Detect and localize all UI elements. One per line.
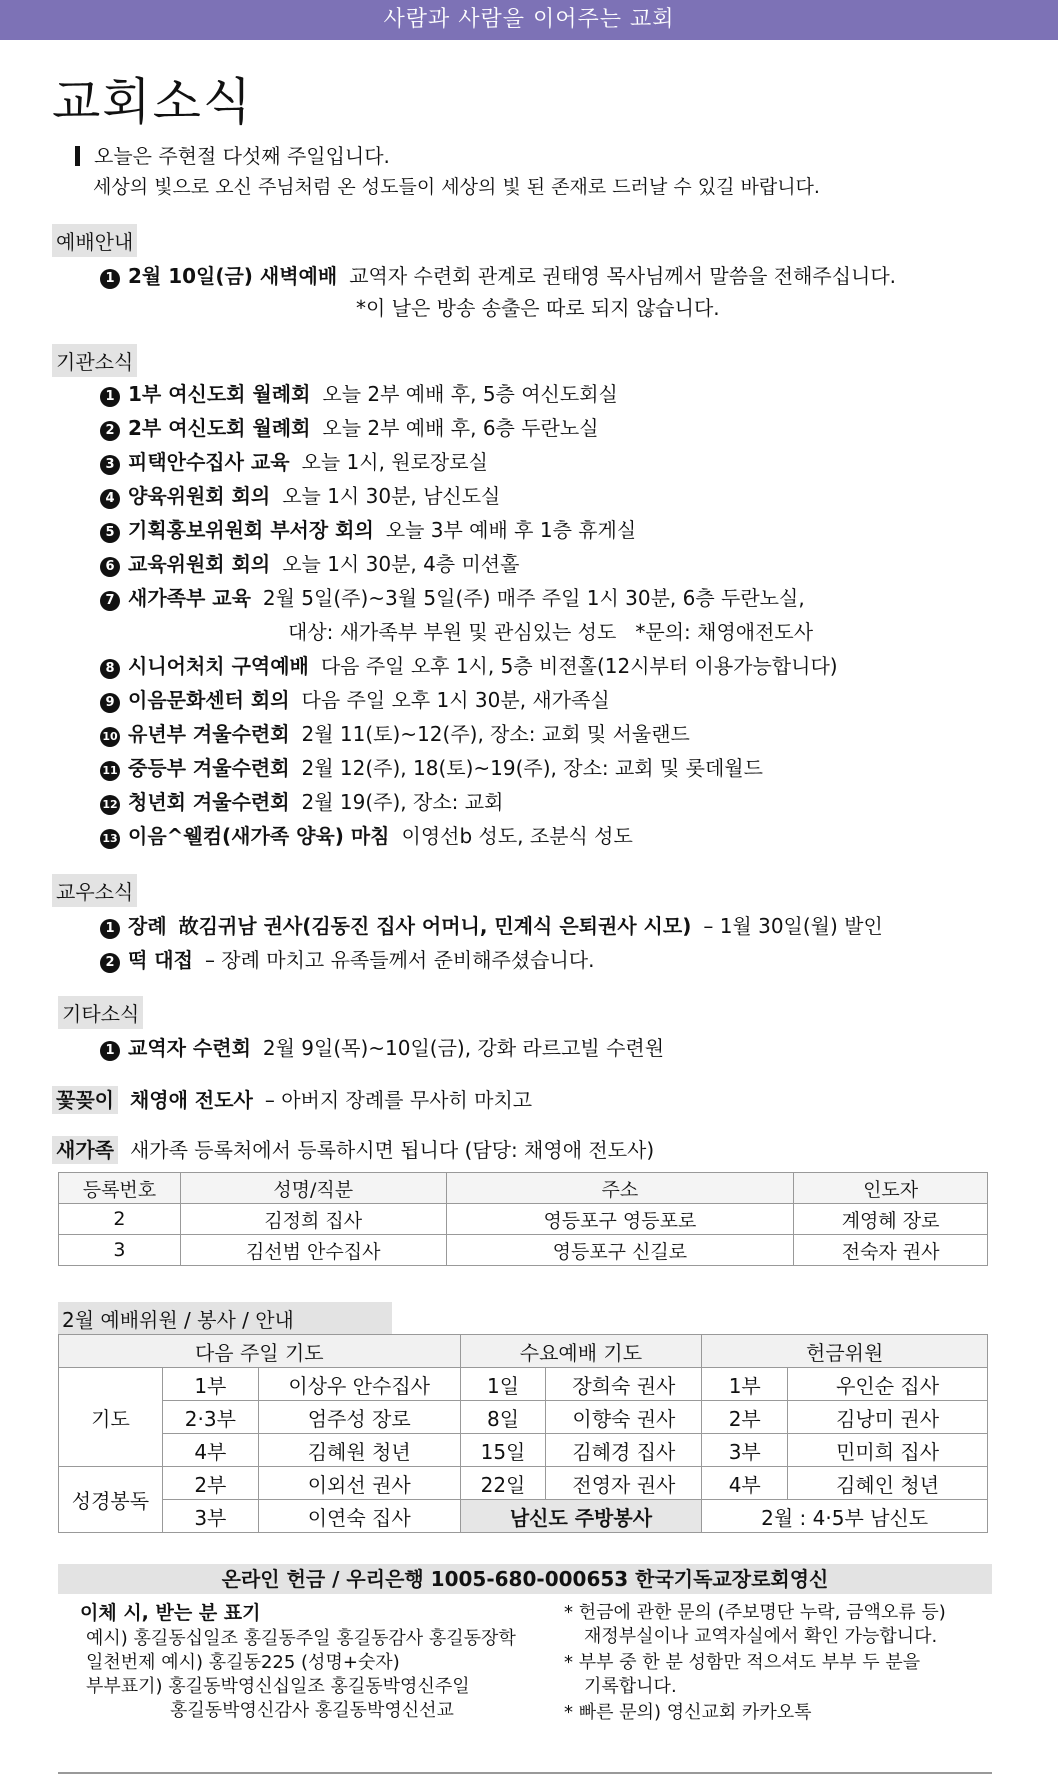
item-desc: – 장례 마치고 유족들께서 준비해주셨습니다.: [204, 948, 595, 972]
etc-item: [100, 1032, 664, 1061]
item-number: 1: [100, 919, 120, 939]
org-item: [100, 684, 610, 713]
item-desc: 오늘 1시 30분, 4층 미션홀: [282, 552, 520, 576]
members-item: [100, 910, 883, 939]
table-row: [59, 1401, 988, 1434]
cell: 이향숙 권사: [546, 1401, 702, 1434]
item-title: 2부 여신도회 월례회: [128, 416, 311, 440]
org-item: [100, 718, 690, 747]
section-heading-worship: 예배안내: [52, 224, 137, 257]
intro-line-2: 세상의 빛으로 오신 주님처럼 온 성도들이 세상의 빛 된 존재로 드러날 수 있길 바랍니다.: [93, 176, 820, 198]
service-table: [58, 1334, 988, 1533]
offering-note: * 빠른 문의) 영신교회 카카오톡: [564, 1702, 812, 1723]
item-desc: 2월 12(주), 18(토)~19(주), 장소: 교회 및 롯데월드: [301, 756, 763, 780]
item-number: 5: [100, 523, 120, 543]
item-title: 청년회 겨울수련회: [128, 790, 290, 814]
item-desc: 교역자 수련회 관계로 권태영 목사님께서 말씀을 전해주십니다.: [349, 264, 897, 288]
col-reg-no: 등록번호: [59, 1173, 181, 1204]
bottom-divider: [58, 1772, 992, 1774]
item-title: 기획홍보위원회 부서장 회의: [128, 518, 374, 542]
org-item: [100, 514, 636, 543]
item-desc: 다음 주일 오후 1시, 5층 비젼홀(12시부터 이용가능합니다): [320, 654, 838, 678]
cell: 2: [59, 1204, 181, 1235]
col-offering: 헌금위원: [702, 1335, 988, 1368]
item-number: 11: [100, 761, 120, 781]
item-title: 피택안수집사 교육: [128, 450, 290, 474]
org-item: [100, 786, 503, 815]
table-row: [59, 1434, 988, 1467]
newfamily-row: [52, 1134, 654, 1163]
table-row: [59, 1467, 988, 1500]
cell: 1일: [460, 1368, 546, 1401]
cell: 우인순 집사: [788, 1368, 988, 1401]
cell: 이외선 권사: [258, 1467, 460, 1500]
org-item: [100, 412, 599, 441]
item-title: 시니어처치 구역예배: [128, 654, 309, 678]
item-number: 2: [100, 953, 120, 973]
kitchen-label: 남신도 주방봉사: [460, 1500, 702, 1533]
table-row: [59, 1204, 988, 1235]
table-header-row: [59, 1335, 988, 1368]
cell: 8일: [460, 1401, 546, 1434]
offering-note: 재정부실이나 교역자실에서 확인 가능합니다.: [584, 1626, 938, 1647]
item-number: 6: [100, 557, 120, 577]
kitchen-value: 2월 : 4·5부 남신도: [702, 1500, 988, 1533]
section-heading-flowers: 꽃꽂이: [52, 1086, 118, 1114]
col-wed-prayer: 수요예배 기도: [460, 1335, 702, 1368]
online-offering-title: 온라인 헌금 / 우리은행 1005-680-000653 한국기독교장로회영신: [58, 1564, 992, 1594]
offering-note: * 부부 중 한 분 성함만 적으셔도 부부 두 분을: [564, 1652, 921, 1673]
org-item: [100, 378, 618, 407]
cell: 이상우 안수집사: [258, 1368, 460, 1401]
org-item: [100, 446, 488, 475]
item-desc: 오늘 3부 예배 후 1층 휴게실: [385, 518, 637, 542]
org-item: [100, 548, 519, 577]
item-desc: 오늘 1시 30분, 남신도실: [282, 484, 501, 508]
item-number: 9: [100, 693, 120, 713]
church-banner: 사람과 사람을 이어주는 교회: [0, 0, 1058, 40]
item-number: 2: [100, 421, 120, 441]
item-title: 양육위원회 회의: [128, 484, 271, 508]
item-number: 4: [100, 489, 120, 509]
item-number: 7: [100, 591, 120, 611]
item-title: 이음문화센터 회의: [128, 688, 290, 712]
col-next-prayer: 다음 주일 기도: [59, 1335, 461, 1368]
item-title: 떡 대접: [128, 948, 193, 972]
worship-item-note: *이 날은 방송 송출은 따로 되지 않습니다.: [356, 296, 720, 320]
cell: 2부: [702, 1401, 788, 1434]
org-item: [100, 480, 500, 509]
item-number: 12: [100, 795, 120, 815]
item-title: 이음^웰컴(새가족 양육) 마침: [128, 824, 390, 848]
item-desc: 이영선b 성도, 조분식 성도: [401, 824, 633, 848]
col-guide: 인도자: [794, 1173, 988, 1204]
flowers-name: 채영애 전도사: [129, 1088, 253, 1112]
cell: 계영혜 장로: [794, 1204, 988, 1235]
col-name: 성명/직분: [180, 1173, 446, 1204]
item-title: 새가족부 교육: [128, 586, 251, 610]
item-desc-bold: 故김귀남 권사(김동진 집사 어머니, 민계식 은퇴권사 시모): [178, 914, 692, 938]
cell: 4부: [702, 1467, 788, 1500]
cell: 15일: [460, 1434, 546, 1467]
offering-note: 기록합니다.: [584, 1676, 677, 1697]
cell: 2부: [162, 1467, 258, 1500]
cell: 전영자 권사: [546, 1467, 702, 1500]
table-row: [59, 1368, 988, 1401]
section-heading-service: 2월 예배위원 / 봉사 / 안내: [58, 1302, 392, 1335]
item-desc: 2월 19(주), 장소: 교회: [301, 790, 504, 814]
item-number: 10: [100, 727, 120, 747]
cell: 22일: [460, 1467, 546, 1500]
item-title: 교역자 수련회: [128, 1036, 251, 1060]
cell: 장희숙 권사: [546, 1368, 702, 1401]
cell: 영등포구 영등포로: [446, 1204, 794, 1235]
intro-bullet: [75, 146, 80, 166]
cell: 김혜원 청년: [258, 1434, 460, 1467]
org-item-note: 대상: 새가족부 부원 및 관심있는 성도 *문의: 채영애전도사: [288, 620, 814, 644]
item-desc: 2월 9일(목)~10일(금), 강화 라르고빌 수련원: [262, 1036, 665, 1060]
offering-left-line: 부부표기) 홍길동박영신십일조 홍길동박영신주일: [86, 1676, 470, 1697]
item-title: 중등부 겨울수련회: [128, 756, 290, 780]
cell: 민미희 집사: [788, 1434, 988, 1467]
section-heading-members: 교우소식: [52, 874, 137, 907]
item-title: 유년부 겨울수련회: [128, 722, 290, 746]
item-desc: 2월 11(토)~12(주), 장소: 교회 및 서울랜드: [301, 722, 690, 746]
cell: 3부: [162, 1500, 258, 1533]
table-header-row: [59, 1173, 988, 1204]
page-title: 교회소식: [52, 73, 254, 131]
item-desc: 오늘 2부 예배 후, 5층 여신도회실: [322, 382, 618, 406]
cell: 김혜인 청년: [788, 1467, 988, 1500]
section-heading-org: 기관소식: [52, 344, 137, 377]
offering-left-line: 홍길동박영신감사 홍길동박영신선교: [170, 1700, 454, 1721]
cell: 3부: [702, 1434, 788, 1467]
org-item: [100, 752, 763, 781]
item-number: 3: [100, 455, 120, 475]
section-heading-etc: 기타소식: [58, 996, 143, 1029]
cell: 4부: [162, 1434, 258, 1467]
cell: 3: [59, 1235, 181, 1266]
item-desc: 오늘 1시, 원로장로실: [301, 450, 488, 474]
org-item: [100, 650, 838, 679]
item-title: 교육위원회 회의: [128, 552, 271, 576]
item-desc: – 1월 30일(월) 발인: [703, 914, 883, 938]
item-desc: 다음 주일 오후 1시 30분, 새가족실: [301, 688, 610, 712]
cell: 1부: [702, 1368, 788, 1401]
item-number: 13: [100, 829, 120, 849]
cell: 김선범 안수집사: [180, 1235, 446, 1266]
newfamily-table: [58, 1172, 988, 1266]
item-title: 장례: [128, 914, 167, 938]
newfamily-desc: 새가족 등록처에서 등록하시면 됩니다 (담당: 채영애 전도사): [129, 1138, 655, 1162]
worship-item: [100, 260, 896, 289]
org-item: [100, 820, 633, 849]
org-item: [100, 582, 805, 611]
cell: 영등포구 신길로: [446, 1235, 794, 1266]
cell: 이연숙 집사: [258, 1500, 460, 1533]
intro-line-1: [75, 140, 390, 169]
item-number: 1: [100, 387, 120, 407]
offering-left-line: 이체 시, 받는 분 표기: [80, 1602, 261, 1624]
members-item: [100, 944, 594, 973]
cell: 2·3부: [162, 1401, 258, 1434]
cell: 김정희 집사: [180, 1204, 446, 1235]
item-number: 8: [100, 659, 120, 679]
flowers-row: [52, 1084, 532, 1113]
item-number: 1: [100, 1041, 120, 1061]
item-number: 1: [100, 269, 120, 289]
cell: 1부: [162, 1368, 258, 1401]
offering-note: * 헌금에 관한 문의 (주보명단 누락, 금액오류 등): [564, 1602, 946, 1623]
cell: 전숙자 권사: [794, 1235, 988, 1266]
item-title: 2월 10일(금) 새벽예배: [128, 264, 338, 288]
offering-left-line: 일천번제 예시) 홍길동225 (성명+숫자): [86, 1652, 400, 1673]
row-label-bible: 성경봉독: [59, 1467, 163, 1533]
row-label-prayer: 기도: [59, 1368, 163, 1467]
table-row: [59, 1235, 988, 1266]
item-title: 1부 여신도회 월례회: [128, 382, 311, 406]
cell: 김혜경 집사: [546, 1434, 702, 1467]
section-heading-newfamily: 새가족: [52, 1136, 118, 1164]
item-desc: 오늘 2부 예배 후, 6층 두란노실: [322, 416, 599, 440]
col-address: 주소: [446, 1173, 794, 1204]
offering-left-line: 예시) 홍길동십일조 홍길동주일 홍길동감사 홍길동장학: [86, 1628, 516, 1649]
table-row: [59, 1500, 988, 1533]
item-desc: 2월 5일(주)~3월 5일(주) 매주 주일 1시 30분, 6층 두란노실,: [262, 586, 805, 610]
cell: 김낭미 권사: [788, 1401, 988, 1434]
cell: 엄주성 장로: [258, 1401, 460, 1434]
intro-text-1: 오늘은 주현절 다섯째 주일입니다.: [94, 144, 390, 168]
flowers-desc: – 아버지 장례를 무사히 마치고: [264, 1088, 533, 1112]
